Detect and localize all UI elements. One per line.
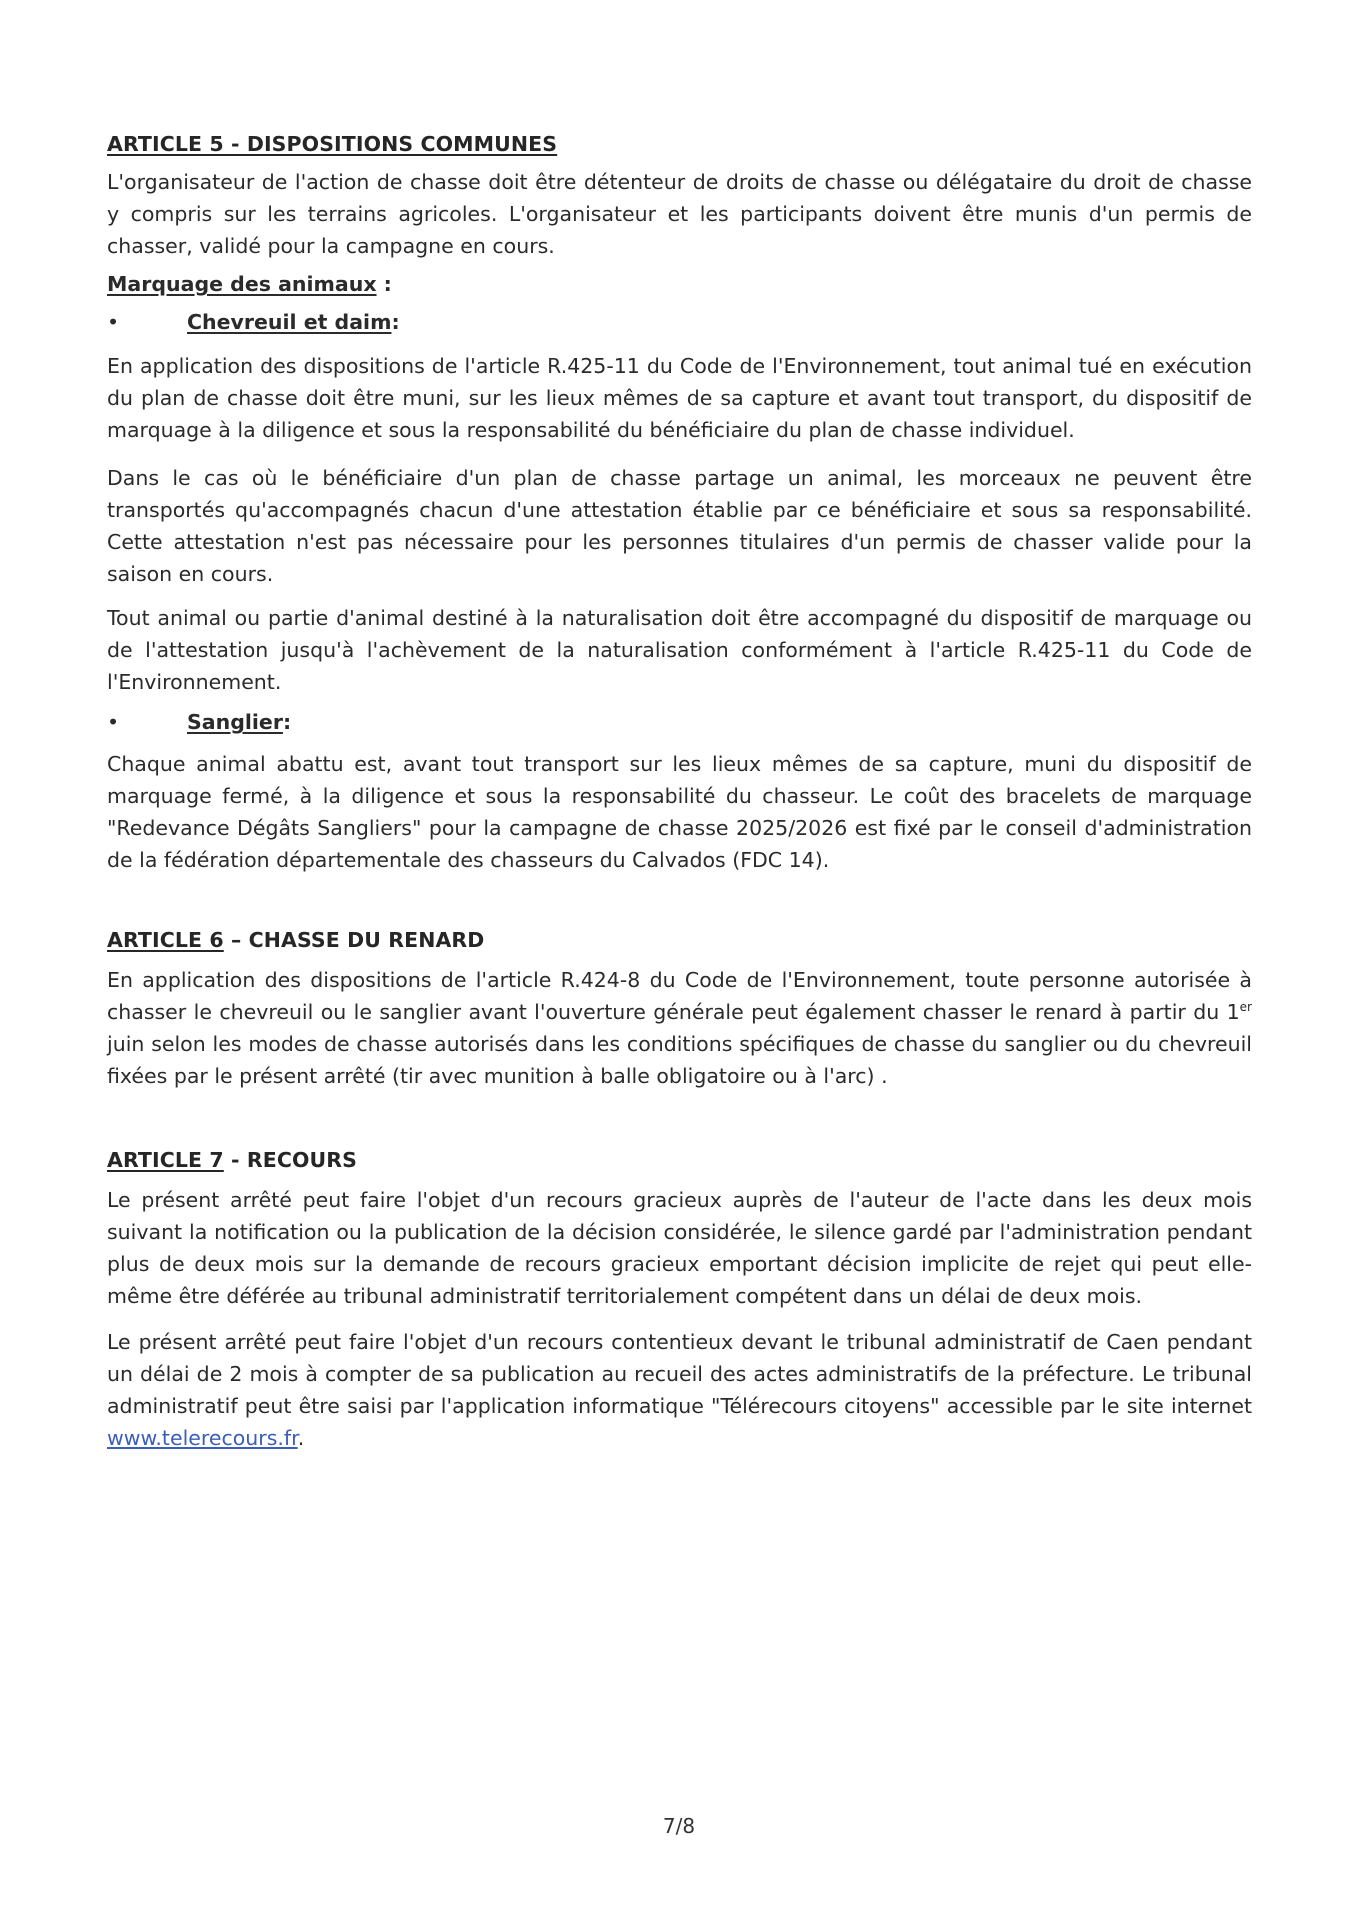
marquage-heading (107, 272, 1252, 296)
page-number: 7/8 (662, 1814, 696, 1838)
marquage-label: Marquage des animaux (107, 272, 377, 296)
page-content (107, 132, 1252, 1454)
article-7-period: . (297, 1426, 305, 1450)
article-5-heading: ARTICLE 5 - DISPOSITIONS COMMUNES (107, 132, 558, 156)
article-7-number: ARTICLE 7 (107, 1148, 224, 1172)
chevreuil-label: Chevreuil et daim (187, 310, 392, 334)
article-7 (107, 1148, 1252, 1454)
article-7-heading (107, 1148, 1252, 1172)
chevreuil-bullet-row (107, 310, 1252, 334)
article-7-paragraph-1: Le présent arrêté peut faire l'objet d'un recours gracieux auprès de l'auteur de l'acte dans les deux mois suivant la notification ou la publication de la décision considérée, le silence gardé par l'administration pendant plus de deux mois sur la demande de recours gracieux emportant décision implicite de rejet qui peut elle-même être déférée au tribunal administratif territorialement compétent dans un délai de deux mois. (107, 1188, 1252, 1308)
article-6-superscript: er (1239, 1000, 1252, 1015)
article-6-number: ARTICLE 6 (107, 928, 224, 952)
chevreuil-colon: : (391, 310, 400, 334)
sanglier-label: Sanglier (187, 710, 283, 734)
article-5-paragraph-5: Chaque animal abattu est, avant tout transport sur les lieux mêmes de sa capture, muni du dispositif de marquage fermé, à la diligence et sous la responsabilité du chasseur. Le coût des bracelets de marquage "Redevance Dégâts Sangliers" pour la campagne de chasse 2025/2026 est fixé par le conseil d'administration de la fédération départementale des chasseurs du Calvados (FDC 14). (107, 752, 1252, 872)
article-7-paragraph-2 (107, 1326, 1252, 1454)
article-5-paragraph-3: Dans le cas où le bénéficiaire d'un plan de chasse partage un animal, les morceaux ne peuvent être transportés qu'accompagnés chacun d'une attestation établie par ce bénéficiaire et sous sa responsabilité. Cette attestation n'est pas nécessaire pour les personnes titulaires d'un permis de chasser valide pour la saison en cours. (107, 466, 1252, 586)
telerecours-link[interactable]: www.telerecours.fr (107, 1426, 298, 1450)
article-6-paragraph-1 (107, 964, 1252, 1092)
sanglier-bullet-row (107, 710, 1252, 734)
article-6-title: – CHASSE DU RENARD (223, 928, 485, 952)
article-5-paragraph-4: Tout animal ou partie d'animal destiné à la naturalisation doit être accompagné du dispositif de marquage ou de l'attestation jusqu'à l'achèvement de la naturalisation conformément à l'article R.425-11 du Code de l'Environnement. (107, 606, 1252, 694)
bullet-icon: • (107, 710, 120, 734)
article-7-title: - RECOURS (223, 1148, 358, 1172)
bullet-icon: • (107, 310, 120, 334)
article-5 (107, 132, 1252, 876)
article-5-paragraph-2: En application des dispositions de l'article R.425-11 du Code de l'Environnement, tout animal tué en exécution du plan de chasse doit être muni, sur les lieux mêmes de sa capture et avant tout transport, du dispositif de marquage à la diligence et sous la responsabilité du bénéficiaire du plan de chasse individuel. (107, 354, 1252, 442)
article-6 (107, 928, 1252, 1092)
article-7-text: Le présent arrêté peut faire l'objet d'un recours contentieux devant le tribunal administratif de Caen pendant un délai de 2 mois à compter de sa publication au recueil des actes administratifs de la préfecture. Le tribunal administratif peut être saisi par l'application informatique "Télérecours citoyens" accessible par le site internet (107, 1330, 1252, 1418)
article-6-heading (107, 928, 1252, 952)
article-6-text-a: En application des dispositions de l'article R.424-8 du Code de l'Environnement, toute personne autorisée à chasser le chevreuil ou le sanglier avant l'ouverture générale peut également chasser le renard à partir du 1 (107, 968, 1252, 1024)
sanglier-colon: : (282, 710, 292, 734)
article-6-text-b: juin selon les modes de chasse autorisés dans les conditions spécifiques de chasse du sanglier ou du chevreuil fixées par le présent arrêté (tir avec munition à balle obligatoire ou à l'arc) . (107, 1032, 1252, 1088)
marquage-colon: : (376, 272, 392, 296)
article-5-paragraph-1: L'organisateur de l'action de chasse doit être détenteur de droits de chasse ou délégataire du droit de chasse y compris sur les terrains agricoles. L'organisateur et les participants doivent être munis d'un permis de chasser, validé pour la campagne en cours. (107, 170, 1252, 258)
